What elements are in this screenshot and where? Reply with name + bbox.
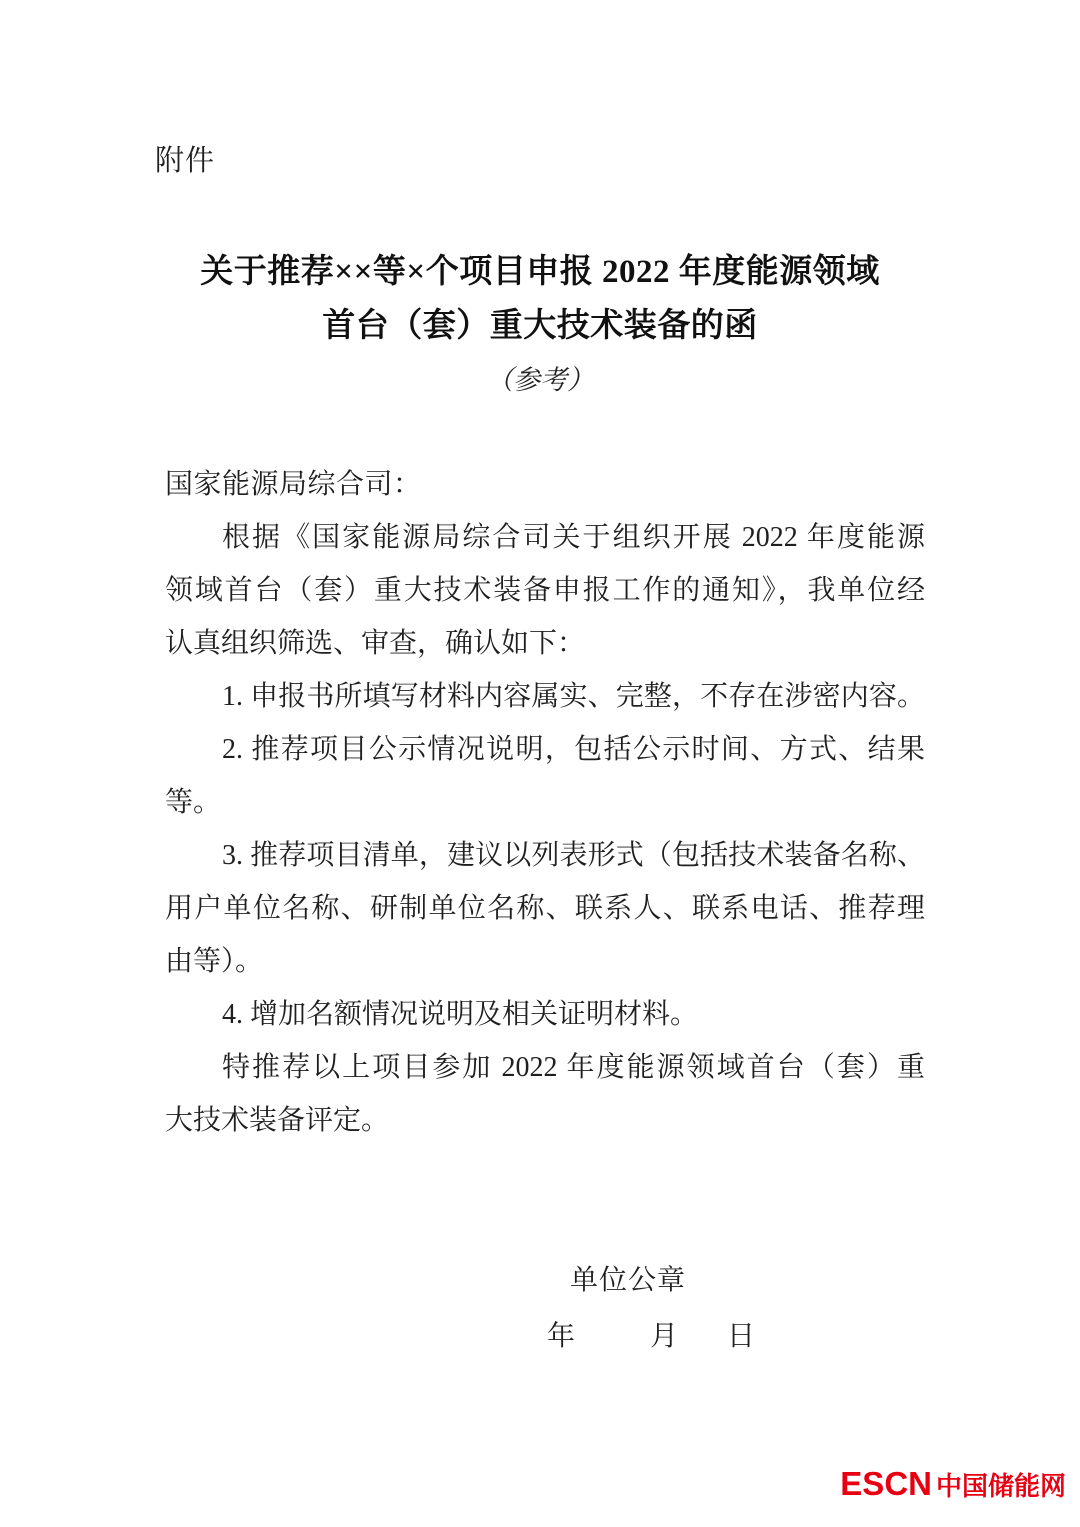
month-label: 月 bbox=[650, 1321, 679, 1352]
escn-watermark-logo bbox=[840, 1465, 1066, 1503]
logo-escn-text: ESCN bbox=[840, 1465, 932, 1502]
body-line: 4. 增加名额情况说明及相关证明材料。 bbox=[222, 999, 699, 1030]
body-line: 由等）。 bbox=[165, 946, 264, 977]
body-line: 等。 bbox=[165, 787, 222, 818]
document-title bbox=[80, 245, 1000, 407]
day-label: 日 bbox=[727, 1321, 756, 1352]
body-line: 特推荐以上项目参加 2022 年度能源领域首台（套）重 bbox=[222, 1052, 925, 1083]
title-subtitle: （参考） bbox=[486, 365, 594, 395]
title-line-1: 关于推荐××等×个项目申报 2022 年度能源领域 bbox=[200, 254, 880, 290]
year-label: 年 bbox=[547, 1321, 576, 1352]
title-line-2: 首台（套）重大技术装备的函 bbox=[322, 308, 758, 344]
body-line: 领域首台（套）重大技术装备申报工作的通知》，我单位经 bbox=[165, 575, 925, 606]
body-line: 大技术装备评定。 bbox=[165, 1105, 390, 1136]
attachment-label: 附件 bbox=[155, 145, 216, 177]
body-line: 1. 申报书所填写材料内容属实、完整，不存在涉密内容。 bbox=[222, 681, 925, 712]
body-line: 用户单位名称、研制单位名称、联系人、联系电话、推荐理 bbox=[165, 893, 925, 924]
logo-site-name: 中国储能网 bbox=[935, 1471, 1066, 1501]
date-line bbox=[547, 1310, 755, 1363]
letter-body bbox=[165, 458, 925, 1147]
salutation: 国家能源局综合司： bbox=[165, 469, 422, 500]
body-line: 认真组织筛选、审查，确认如下： bbox=[165, 628, 586, 659]
body-line: 根据《国家能源局综合司关于组织开展 2022 年度能源 bbox=[222, 522, 925, 553]
body-line: 3. 推荐项目清单，建议以列表形式（包括技术装备名称、 bbox=[222, 840, 925, 871]
body-line: 2. 推荐项目公示情况说明，包括公示时间、方式、结果 bbox=[222, 734, 925, 765]
seal-label: 单位公章 bbox=[570, 1265, 687, 1296]
